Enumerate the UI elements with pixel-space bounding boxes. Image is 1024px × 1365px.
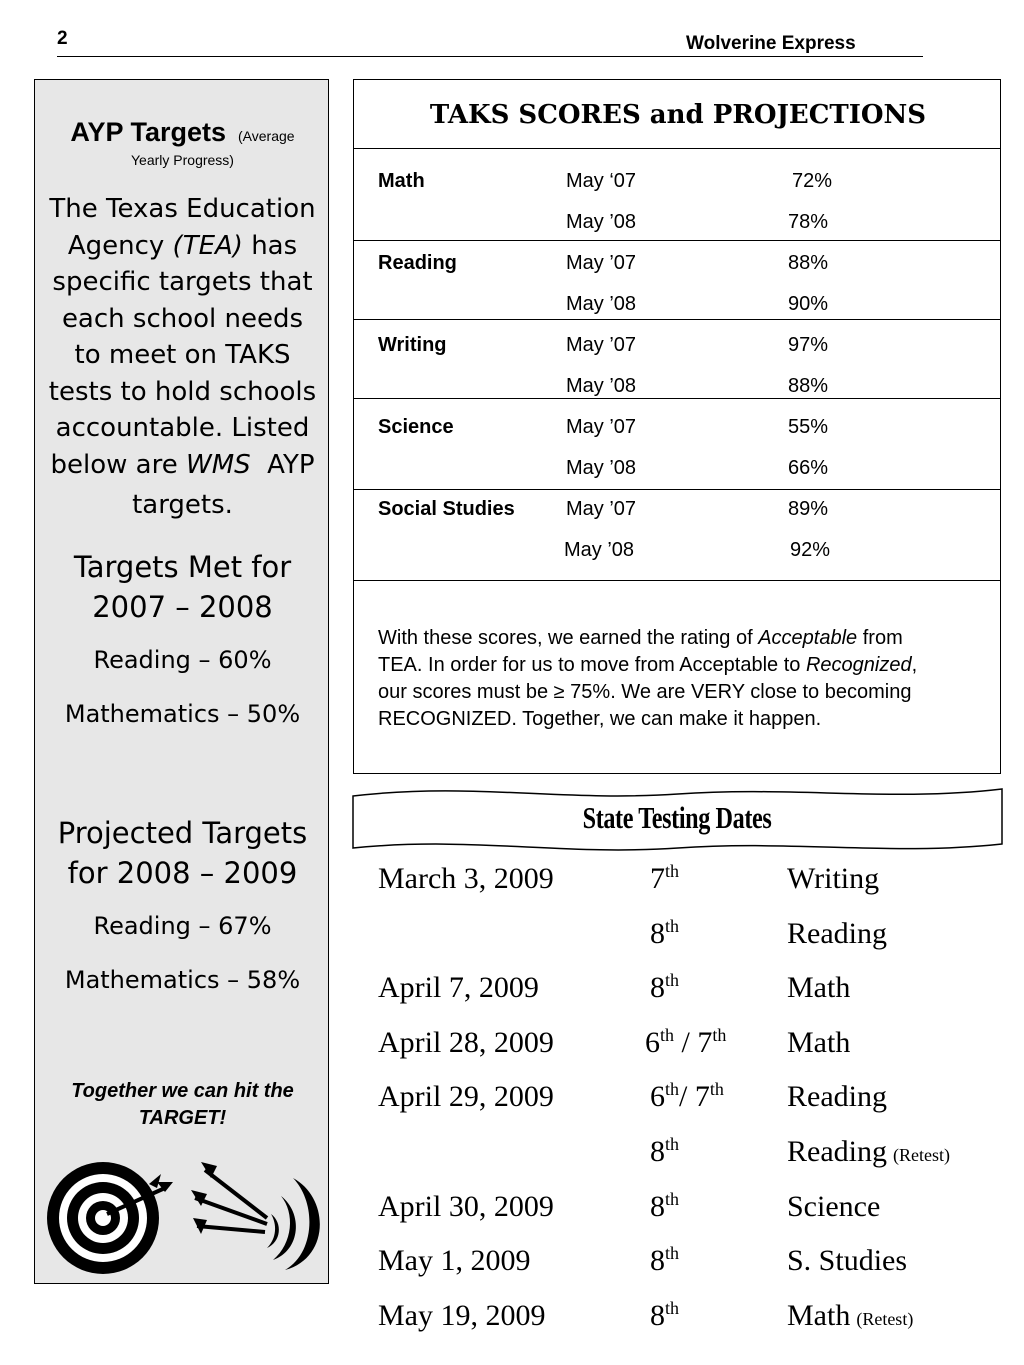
score-value: 90% — [788, 293, 829, 315]
ayp-title-note: (Average — [238, 128, 295, 144]
intro-line: to meet on TAKS — [74, 340, 291, 370]
retest-note: (Retest) — [856, 1309, 914, 1329]
rating-note: With these scores, we earned the rating of Acceptable from TEA. In order for us to move from Acceptable to Recognized, our scores must be ≥ 75%. We are VERY close to becoming RECOGNIZED. Together, we can make it happen. — [378, 627, 918, 730]
intro-line: Agency (TEA) has — [67, 230, 298, 261]
intro-line: each school needs — [61, 303, 304, 334]
divider — [354, 398, 1000, 399]
intro-line: tests to hold schools — [48, 376, 317, 407]
score-value: 92% — [790, 539, 831, 561]
left-target-icon — [47, 1162, 173, 1274]
met-math: Mathematics – 50% — [64, 700, 301, 728]
intro-line: specific targets that — [52, 267, 313, 297]
test-subject: Science — [787, 1190, 881, 1223]
score-date: May ’07 — [566, 252, 637, 274]
score-value: 88% — [788, 375, 829, 397]
test-grade: 8th — [650, 1243, 680, 1277]
subject-math: Math — [378, 170, 425, 192]
score-date: May ’08 — [566, 375, 637, 397]
target-arrows-icon — [45, 1158, 325, 1278]
score-value: 78% — [788, 211, 829, 233]
header-divider — [57, 56, 923, 57]
test-subject: Math (Retest) — [787, 1299, 914, 1332]
test-subject: Writing — [787, 862, 880, 895]
targets-met-heading: Targets Met for 2007 – 2008 — [73, 550, 292, 624]
test-date: March 3, 2009 — [378, 862, 554, 895]
subject-science: Science — [378, 416, 454, 438]
score-date: May ‘07 — [566, 170, 637, 192]
score-date: May ’07 — [566, 334, 637, 356]
test-date: April 30, 2009 — [378, 1190, 554, 1223]
page-number: 2 — [57, 28, 68, 49]
subject-social-studies: Social Studies — [378, 498, 515, 520]
proj-math: Mathematics – 58% — [64, 966, 301, 994]
score-date: May ’07 — [566, 498, 637, 520]
test-subject: Math — [787, 971, 851, 1004]
divider — [354, 489, 1000, 490]
score-value: 55% — [788, 416, 829, 438]
publication-title: Wolverine Express — [686, 33, 856, 54]
right-target-icon — [191, 1162, 320, 1270]
ayp-title — [35, 117, 330, 148]
intro-paragraph — [35, 191, 330, 524]
test-date: April 28, 2009 — [378, 1026, 554, 1059]
score-date: May ’08 — [566, 293, 637, 315]
test-grade: 6th/ 7th — [650, 1079, 724, 1113]
ayp-title-text: AYP Targets — [70, 117, 227, 147]
score-date: May ’07 — [566, 416, 637, 438]
subject-reading: Reading — [378, 252, 457, 274]
test-subject: S. Studies — [787, 1244, 908, 1277]
test-subject: Reading (Retest) — [787, 1135, 950, 1168]
intro-line: accountable. Listed — [55, 413, 310, 443]
score-date: May ’08 — [564, 539, 635, 561]
divider — [354, 240, 1000, 241]
test-grade: 8th — [650, 916, 680, 950]
score-date: May ’08 — [566, 457, 637, 479]
test-date: May 1, 2009 — [378, 1244, 531, 1277]
ayp-subtitle: Yearly Progress) — [131, 152, 234, 168]
score-value: 89% — [788, 498, 829, 520]
score-value: 97% — [788, 334, 829, 356]
proj-reading: Reading – 67% — [93, 912, 272, 940]
score-value: 88% — [788, 252, 829, 274]
scores-title: TAKS SCORES and PROJECTIONS — [429, 100, 927, 130]
test-grade: 8th — [650, 1134, 680, 1168]
divider — [354, 319, 1000, 320]
closing-slogan: Together we can hit the TARGET! — [71, 1080, 294, 1129]
test-date: May 19, 2009 — [378, 1299, 546, 1332]
test-grade: 8th — [650, 1189, 680, 1223]
divider — [354, 580, 1000, 581]
projected-targets-heading: Projected Targets for 2008 – 2009 — [57, 816, 308, 890]
intro-line: below are WMS AYP — [50, 449, 315, 480]
retest-note: (Retest) — [892, 1145, 950, 1165]
test-grade: 7th — [650, 861, 680, 895]
test-date: April 29, 2009 — [378, 1080, 554, 1113]
met-reading: Reading – 60% — [93, 646, 272, 674]
test-date: April 7, 2009 — [378, 971, 539, 1004]
score-value: 72% — [792, 170, 833, 192]
taks-scores-box — [353, 79, 1001, 774]
test-grade: 8th — [650, 970, 680, 1004]
divider — [354, 148, 1000, 149]
testing-dates-title: State Testing Dates — [582, 800, 772, 835]
test-subject: Reading — [787, 1080, 887, 1113]
score-value: 66% — [788, 457, 829, 479]
test-subject: Reading — [787, 917, 887, 950]
test-subject: Math — [787, 1026, 851, 1059]
test-grade: 8th — [650, 1298, 680, 1332]
score-date: May ’08 — [566, 211, 637, 233]
subject-writing: Writing — [378, 334, 447, 356]
intro-line: The Texas Education — [49, 194, 316, 224]
ayp-sidebar — [34, 79, 329, 1284]
test-grade: 6th / 7th — [645, 1025, 727, 1059]
intro-line: targets. — [132, 490, 233, 520]
